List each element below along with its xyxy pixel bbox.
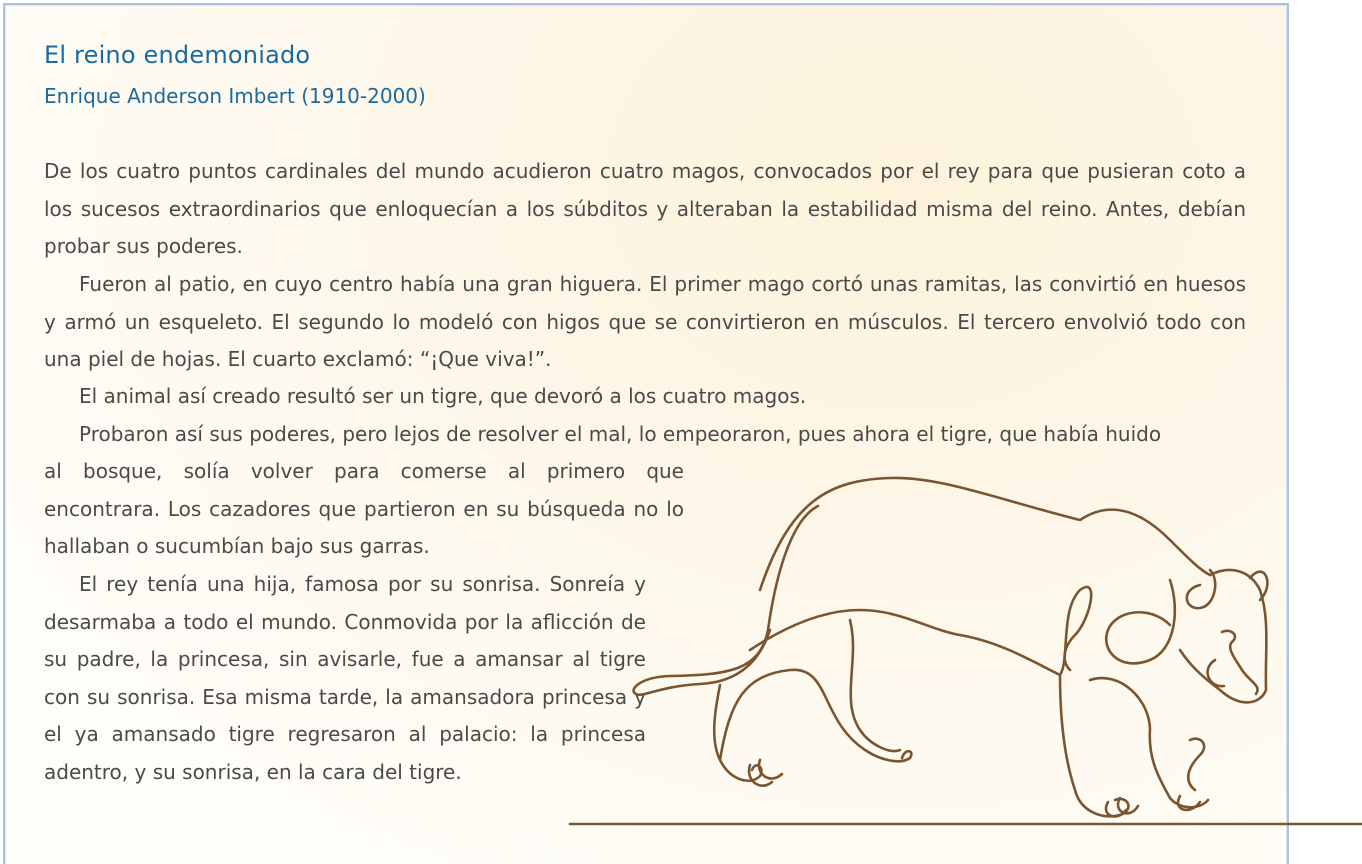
tiger-front-claws: [1188, 739, 1204, 790]
tiger-tail: [634, 506, 818, 695]
tiger-belly: [750, 587, 1091, 675]
paragraph-3: El animal así creado resultó ser un tigre, que devoró a los cuatro magos.: [79, 384, 807, 408]
tiger-shoulder: [1106, 580, 1175, 663]
paragraph-4-end: al bosque, solía volver para comerse al primero que encontrara. Los cazadores que partieron en su búsqueda no lo hallaban o sucumbían bajo sus garras.: [44, 459, 684, 559]
tiger-back-leg: [714, 670, 911, 781]
paragraph-1: De los cuatro puntos cardinales del mundo acudieron cuatro magos, convocados por el rey para que pusieran coto a los sucesos extraordinarios que enloquecían a los súbditos y alteraban la estabilidad misma del reino. Antes, debían probar sus poderes.: [44, 159, 1246, 259]
tiger-front-leg-1: [1060, 675, 1128, 816]
paragraph-4-start: Probaron así sus poderes, pero lejos de resolver el mal, lo empeoraron, pues ahora el tigre, que había huido: [79, 422, 1162, 446]
tiger-back-paw: [749, 760, 782, 786]
tiger-back: [760, 478, 1210, 590]
story-author: Enrique Anderson Imbert (1910-2000): [44, 84, 426, 108]
tiger-mid-leg: [850, 620, 900, 751]
paragraph-2: Fueron al patio, en cuyo centro había una gran higuera. El primer mago cortó unas ramitas, las convirtió en huesos y armó un esqueleto. El segundo lo modeló con higos que se convirtieron en músculos. El tercero envolvió todo con una piel de hojas. El cuarto exclamó: “¡Que viva!”.: [44, 272, 1246, 372]
story-title: El reino endemoniado: [44, 41, 311, 69]
tiger-line-drawing-icon: [560, 460, 1362, 864]
tiger-front-leg-2: [1090, 678, 1208, 807]
paragraph-5: El rey tenía una hija, famosa por su sonrisa. Sonreía y desarmaba a todo el mundo. Conmovida por la aflicción de su padre, la princesa, sin avisarle, fue a amansar al tigre con su sonrisa. Esa misma tarde, la amansadora princesa y el ya amansado tigre regresaron al palacio: la princesa adentro, y su sonrisa, en la cara del tigre.: [44, 572, 646, 784]
tiger-face: [1208, 631, 1258, 694]
